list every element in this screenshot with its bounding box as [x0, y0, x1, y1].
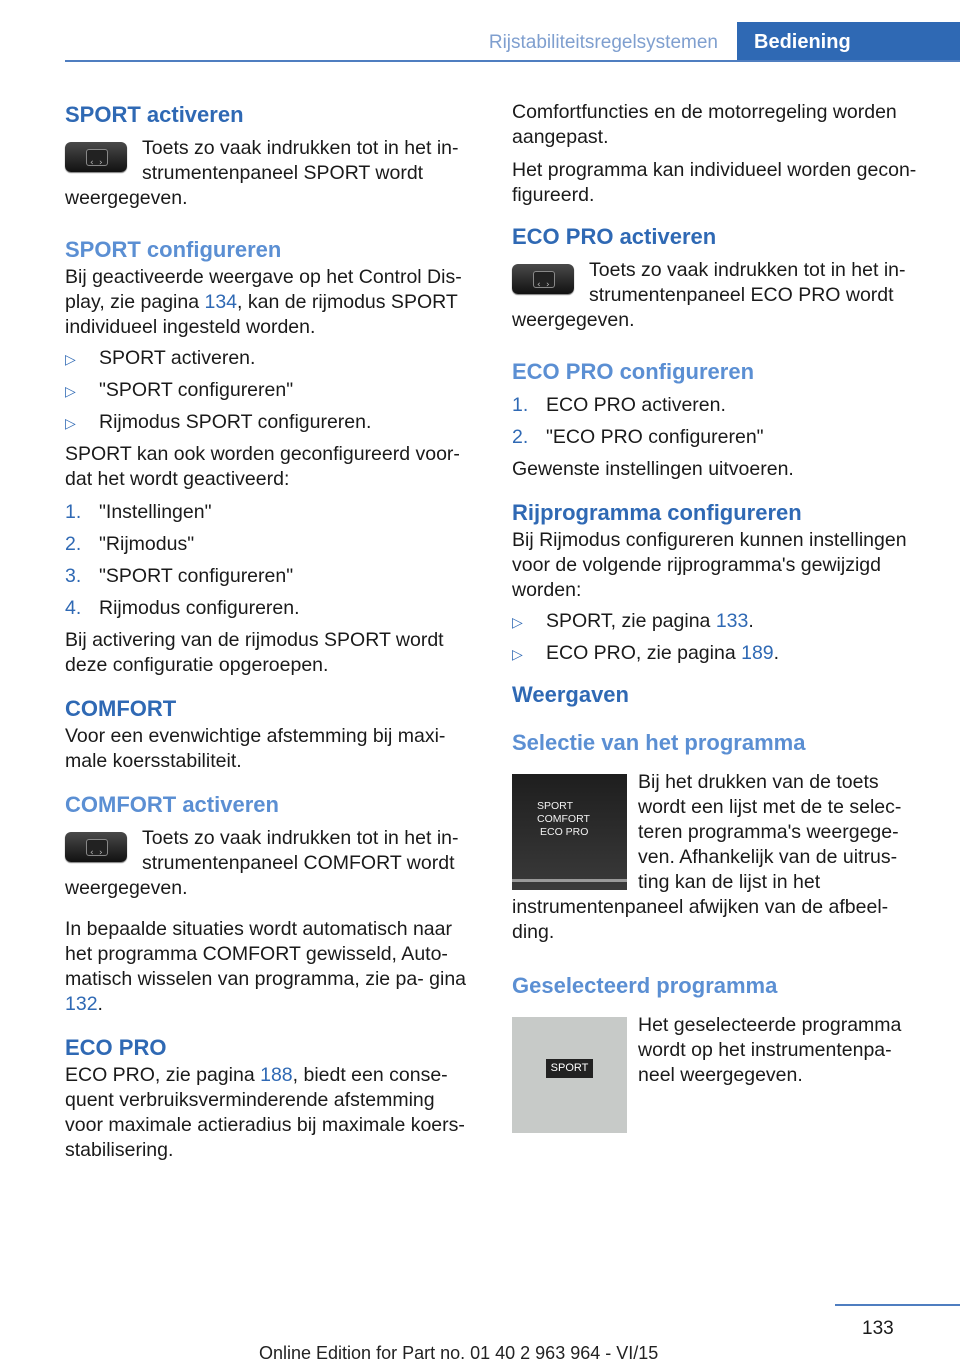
geselecteerd-heading: Geselecteerd programma	[512, 973, 778, 998]
individual-config-text: Het programma kan individueel worden gecon- figureerd.	[512, 159, 917, 206]
selectie-line6: instrumentenpaneel afwijken van de afbeel- ding.	[512, 896, 889, 943]
list-item: ▷ SPORT, zie pagina 133.	[512, 609, 927, 634]
screen-menu-item: SPORT	[537, 800, 573, 812]
selectie-line4: ven. Afhankelijk van de uitrus-	[638, 846, 898, 868]
header-chapter-tab[interactable]: Bediening	[737, 22, 960, 62]
list-item: 2. "ECO PRO configureren"	[512, 426, 764, 448]
header-rule	[65, 60, 960, 62]
list-item: ▷ ECO PRO, zie pagina 189.	[512, 641, 927, 666]
comfort-activate-line1: Toets zo vaak indrukken tot in het in-	[142, 827, 459, 849]
list-item: 1. "Instellingen"	[65, 501, 212, 523]
triangle-bullet-icon: ▷	[65, 351, 76, 367]
triangle-bullet-icon: ▷	[65, 383, 76, 399]
sport-config-text2: SPORT kan ook worden geconfigureerd voor- dat het wordt geactiveerd:	[65, 443, 460, 490]
sport-activate-line1: Toets zo vaak indrukken tot in het in-	[142, 137, 459, 159]
geselecteerd-line2: wordt op het instrumentenpa-	[638, 1039, 892, 1061]
geselecteerd-line3: neel weergegeven.	[638, 1064, 803, 1086]
driving-mode-button-icon: ‹ ›	[65, 832, 127, 862]
sport-config-text: Bij geactiveerde weergave op het Control Dis- play, zie pagina 134, kan de rijmodus SPORT individueel ingesteld worden.	[65, 266, 462, 338]
comfort-heading: COMFORT	[65, 696, 177, 721]
eco-pro-config-heading: ECO PRO configureren	[512, 359, 755, 384]
selectie-heading: Selectie van het programma	[512, 730, 806, 755]
footer-rule	[835, 1304, 960, 1306]
list-item: ▷ Rijmodus SPORT configureren.	[65, 410, 470, 435]
selected-program-screen-image	[512, 1017, 627, 1133]
page-number: 133	[862, 1318, 894, 1339]
page-link-188[interactable]: 188	[260, 1064, 293, 1086]
eco-pro-text: ECO PRO, zie pagina 188, biedt een conse- quent verbruiksverminderende afstemming voor maximale actieradius bij maximale koers- stabilisering.	[65, 1064, 465, 1161]
list-item: 1. ECO PRO activeren.	[512, 394, 726, 416]
comfort-text: Voor een evenwichtige afstemming bij maxi- male koersstabiliteit.	[65, 725, 446, 772]
sport-badge: SPORT	[546, 1059, 593, 1078]
sport-activate-block	[65, 136, 470, 211]
comfort-functions-text: Comfortfuncties en de motorregeling worden aangepast.	[512, 101, 897, 148]
page-header	[0, 0, 960, 64]
selectie-line1: Bij het drukken van de toets	[638, 771, 879, 793]
driving-mode-button-icon: ‹ ›	[512, 264, 574, 294]
list-item: 3. "SPORT configureren"	[65, 565, 294, 587]
comfort-activate-block	[65, 826, 470, 901]
sport-activate-line2: strumentenpaneel SPORT wordt	[142, 162, 424, 184]
geselecteerd-block	[512, 1013, 927, 1088]
left-column	[65, 100, 470, 1163]
selectie-line2: wordt een lijst met de te selec-	[638, 796, 902, 818]
sport-config-heading: SPORT configureren	[65, 237, 282, 262]
selectie-line5: ting kan de lijst in het	[638, 871, 821, 893]
comfort-activate-line3: weergegeven.	[65, 877, 188, 899]
triangle-bullet-icon: ▷	[65, 415, 76, 431]
list-item: ▷ SPORT activeren.	[65, 346, 470, 371]
selectie-line3: teren programma's weergege-	[638, 821, 899, 843]
right-column	[512, 100, 927, 1088]
eco-pro-heading: ECO PRO	[65, 1035, 167, 1060]
sport-activate-line3: weergegeven.	[65, 187, 188, 209]
weergaven-heading: Weergaven	[512, 682, 629, 707]
page-link-134[interactable]: 134	[204, 291, 238, 313]
comfort-auto-text: In bepaalde situaties wordt automatisch naar het programma COMFORT gewisseld, Auto- matisch wisselen van programma, zie pa- gina 132.	[65, 918, 467, 1015]
eco-pro-activate-block	[512, 258, 927, 333]
list-item: 2. "Rijmodus"	[65, 533, 195, 555]
page-link-189[interactable]: 189	[741, 642, 774, 664]
sport-config-steps	[65, 500, 470, 621]
selectie-block	[512, 770, 927, 945]
page-link-132[interactable]: 132	[65, 993, 98, 1015]
header-section-title: Rijstabiliteitsregelsystemen	[488, 32, 718, 53]
comfort-activate-line2: strumentenpaneel COMFORT wordt	[142, 852, 455, 874]
edition-footer: Online Edition for Part no. 01 40 2 963 964 - VI/15	[259, 1343, 659, 1363]
screen-menu-item: COMFORT	[537, 813, 590, 825]
program-list-screen-image	[512, 774, 627, 890]
rijprogramma-bullets	[512, 609, 927, 666]
eco-pro-activate-line2: strumentenpaneel ECO PRO wordt	[589, 284, 894, 306]
eco-pro-config-text: Gewenste instellingen uitvoeren.	[512, 458, 794, 480]
page-link-133[interactable]: 133	[715, 610, 749, 632]
eco-pro-activate-line1: Toets zo vaak indrukken tot in het in-	[589, 259, 906, 281]
sport-activate-heading: SPORT activeren	[65, 102, 244, 127]
screen-menu-item: ECO PRO	[540, 826, 589, 838]
comfort-activate-heading: COMFORT activeren	[65, 792, 279, 817]
eco-pro-activate-heading: ECO PRO activeren	[512, 224, 717, 249]
triangle-bullet-icon: ▷	[512, 646, 523, 662]
eco-pro-config-steps	[512, 393, 927, 450]
list-item: ▷ "SPORT configureren"	[65, 378, 470, 403]
sport-config-text3: Bij activering van de rijmodus SPORT wordt deze configuratie opgeroepen.	[65, 629, 444, 676]
screen-bottom-bar	[512, 879, 627, 882]
rijprogramma-text: Bij Rijmodus configureren kunnen instellingen voor de volgende rijprogramma's gewijzigd worden:	[512, 529, 907, 601]
rijprogramma-heading: Rijprogramma configureren	[512, 500, 802, 525]
geselecteerd-line1: Het geselecteerde programma	[638, 1014, 902, 1036]
driving-mode-button-icon: ‹ ›	[65, 142, 127, 172]
eco-pro-activate-line3: weergegeven.	[512, 309, 635, 331]
list-item: 4. Rijmodus configureren.	[65, 597, 300, 619]
triangle-bullet-icon: ▷	[512, 614, 523, 630]
sport-config-bullets	[65, 346, 470, 435]
